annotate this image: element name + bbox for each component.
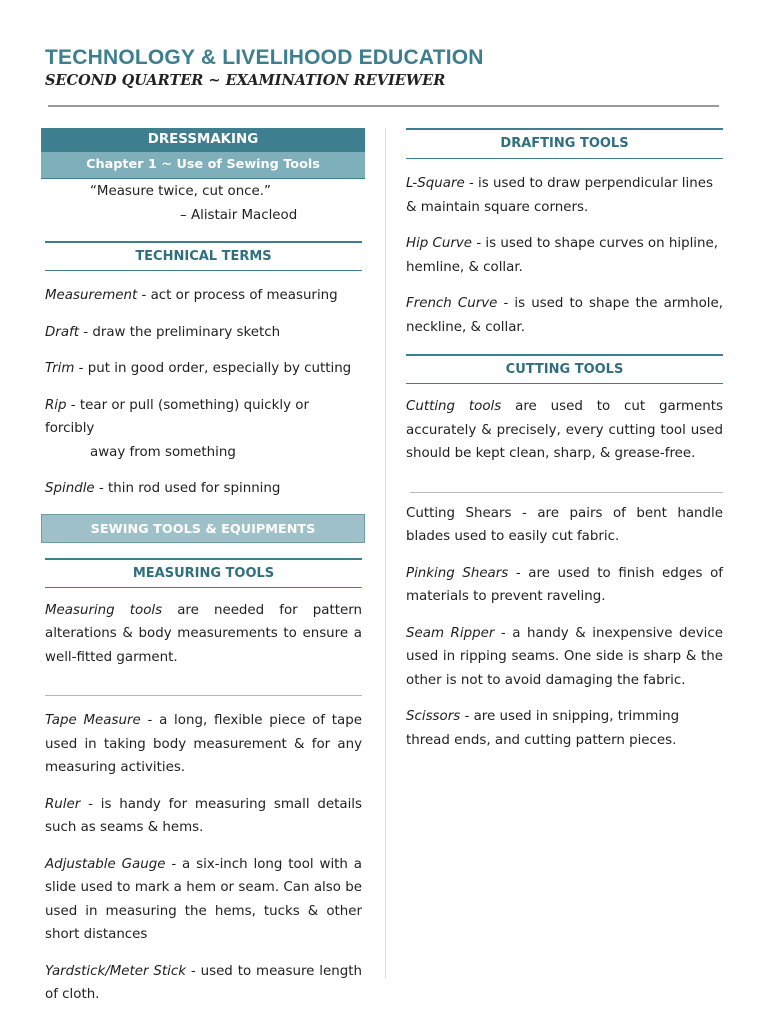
tool-entry [406,172,723,219]
tool-entry [406,502,723,549]
tool-definition: - is handy for measuring small details such as seams & hems. [45,796,362,835]
term-definition: - tear or pull (something) quickly or forcibly [45,397,309,436]
tool-entry [45,853,362,947]
term-definition: - act or process of measuring [137,288,338,303]
term-definition: - thin rod used for spinning [94,481,281,496]
tool-label: Adjustable Gauge [45,856,166,872]
right-column [406,128,723,765]
term-definition: - draw the preliminary sketch [79,324,281,340]
column-divider [385,128,386,978]
tool-entry [45,960,362,1007]
tool-label: Tape Measure [45,713,141,728]
sewing-tools-banner: SEWING TOOLS & EQUIPMENTS [41,514,365,543]
tool-label: Cutting Shears [406,505,512,521]
tool-label: Scissors [406,709,461,724]
cutting-intro-text: are used to cut garments accurately & precisely, every cutting tool used should be kept clean, sharp, & grease-free. [406,399,724,461]
tool-label: Hip Curve [406,236,473,251]
tool-definition: - a handy & inexpensive device used in ripping seams. One side is sharp & the other is not to avoid damaging the fabric. [406,625,724,688]
tool-definition: - are used to finish edges of materials to prevent raveling. [406,565,723,604]
left-column [45,128,362,1020]
tool-entry [406,292,723,339]
tool-definition: - a six-inch long tool with a slide used to mark a hem or seam. Can also be used in measuring the hems, tucks & other short distances [45,856,363,942]
page-subtitle: SECOND QUARTER ~ EXAMINATION REVIEWER [45,72,446,89]
tool-entry [406,705,723,752]
chapter-banner: Chapter 1 ~ Use of Sewing Tools [41,152,365,179]
quote-author: – Alistair Macleod [180,207,298,223]
tool-label: Pinking Shears [406,565,509,581]
tool-label: Ruler [45,796,81,812]
tool-label: Seam Ripper [406,625,495,641]
tool-label: French Curve [406,296,498,311]
term-definition-continued: away from something [90,444,236,460]
measuring-intro-text: are needed for pattern alterations & body measurements to ensure a well-fitted garment. [45,602,362,665]
term-definition: - put in good order, especially by cutting [74,361,352,376]
term-entry [45,284,362,308]
term-label: Trim [45,361,75,376]
cutting-intro [406,395,723,466]
tool-entry [45,793,362,840]
quote-text: “Measure twice, cut once.” [90,184,271,199]
subject-banner: DRESSMAKING [41,128,365,152]
tool-label: Yardstick/Meter Stick [45,963,186,979]
drafting-tools-heading: DRAFTING TOOLS [406,128,723,159]
tool-entry [406,622,723,693]
tool-entry [45,709,362,780]
tool-definition: - is used to shape curves on hipline, hemline, & collar. [406,236,718,275]
tool-label: L-Square [406,176,465,191]
term-entry [45,477,362,501]
tool-entry [406,232,723,279]
cutting-intro-term: Cutting tools [406,399,502,414]
technical-terms-heading: TECHNICAL TERMS [45,241,362,271]
measuring-tools-heading: MEASURING TOOLS [45,558,362,588]
term-label: Spindle [45,481,95,496]
term-label: Measurement [45,288,138,303]
cutting-tools-heading: CUTTING TOOLS [406,354,723,384]
term-label: Rip [45,397,67,413]
tool-definition: - are used in snipping, trimming thread ends, and cutting pattern pieces. [406,709,680,748]
term-entry [45,357,362,381]
tool-definition: - used to measure length of cloth. [45,963,362,1002]
term-entry [45,321,362,345]
tool-definition: - is used to shape the armhole, neckline, & collar. [406,296,723,335]
tool-definition: - is used to draw perpendicular lines & maintain square corners. [406,176,713,215]
tool-entry [406,562,723,609]
measuring-intro-term: Measuring tools [45,602,163,618]
tool-definition: - are pairs of bent handle blades used to easily cut fabric. [406,505,723,544]
term-entry [45,394,362,465]
measuring-intro [45,599,362,670]
header-divider [48,105,719,107]
tool-definition: - a long, flexible piece of tape used in taking body measurement & for any measuring activities. [45,713,362,775]
term-label: Draft [45,324,79,340]
page-title: TECHNOLOGY & LIVELIHOOD EDUCATION [45,46,484,69]
